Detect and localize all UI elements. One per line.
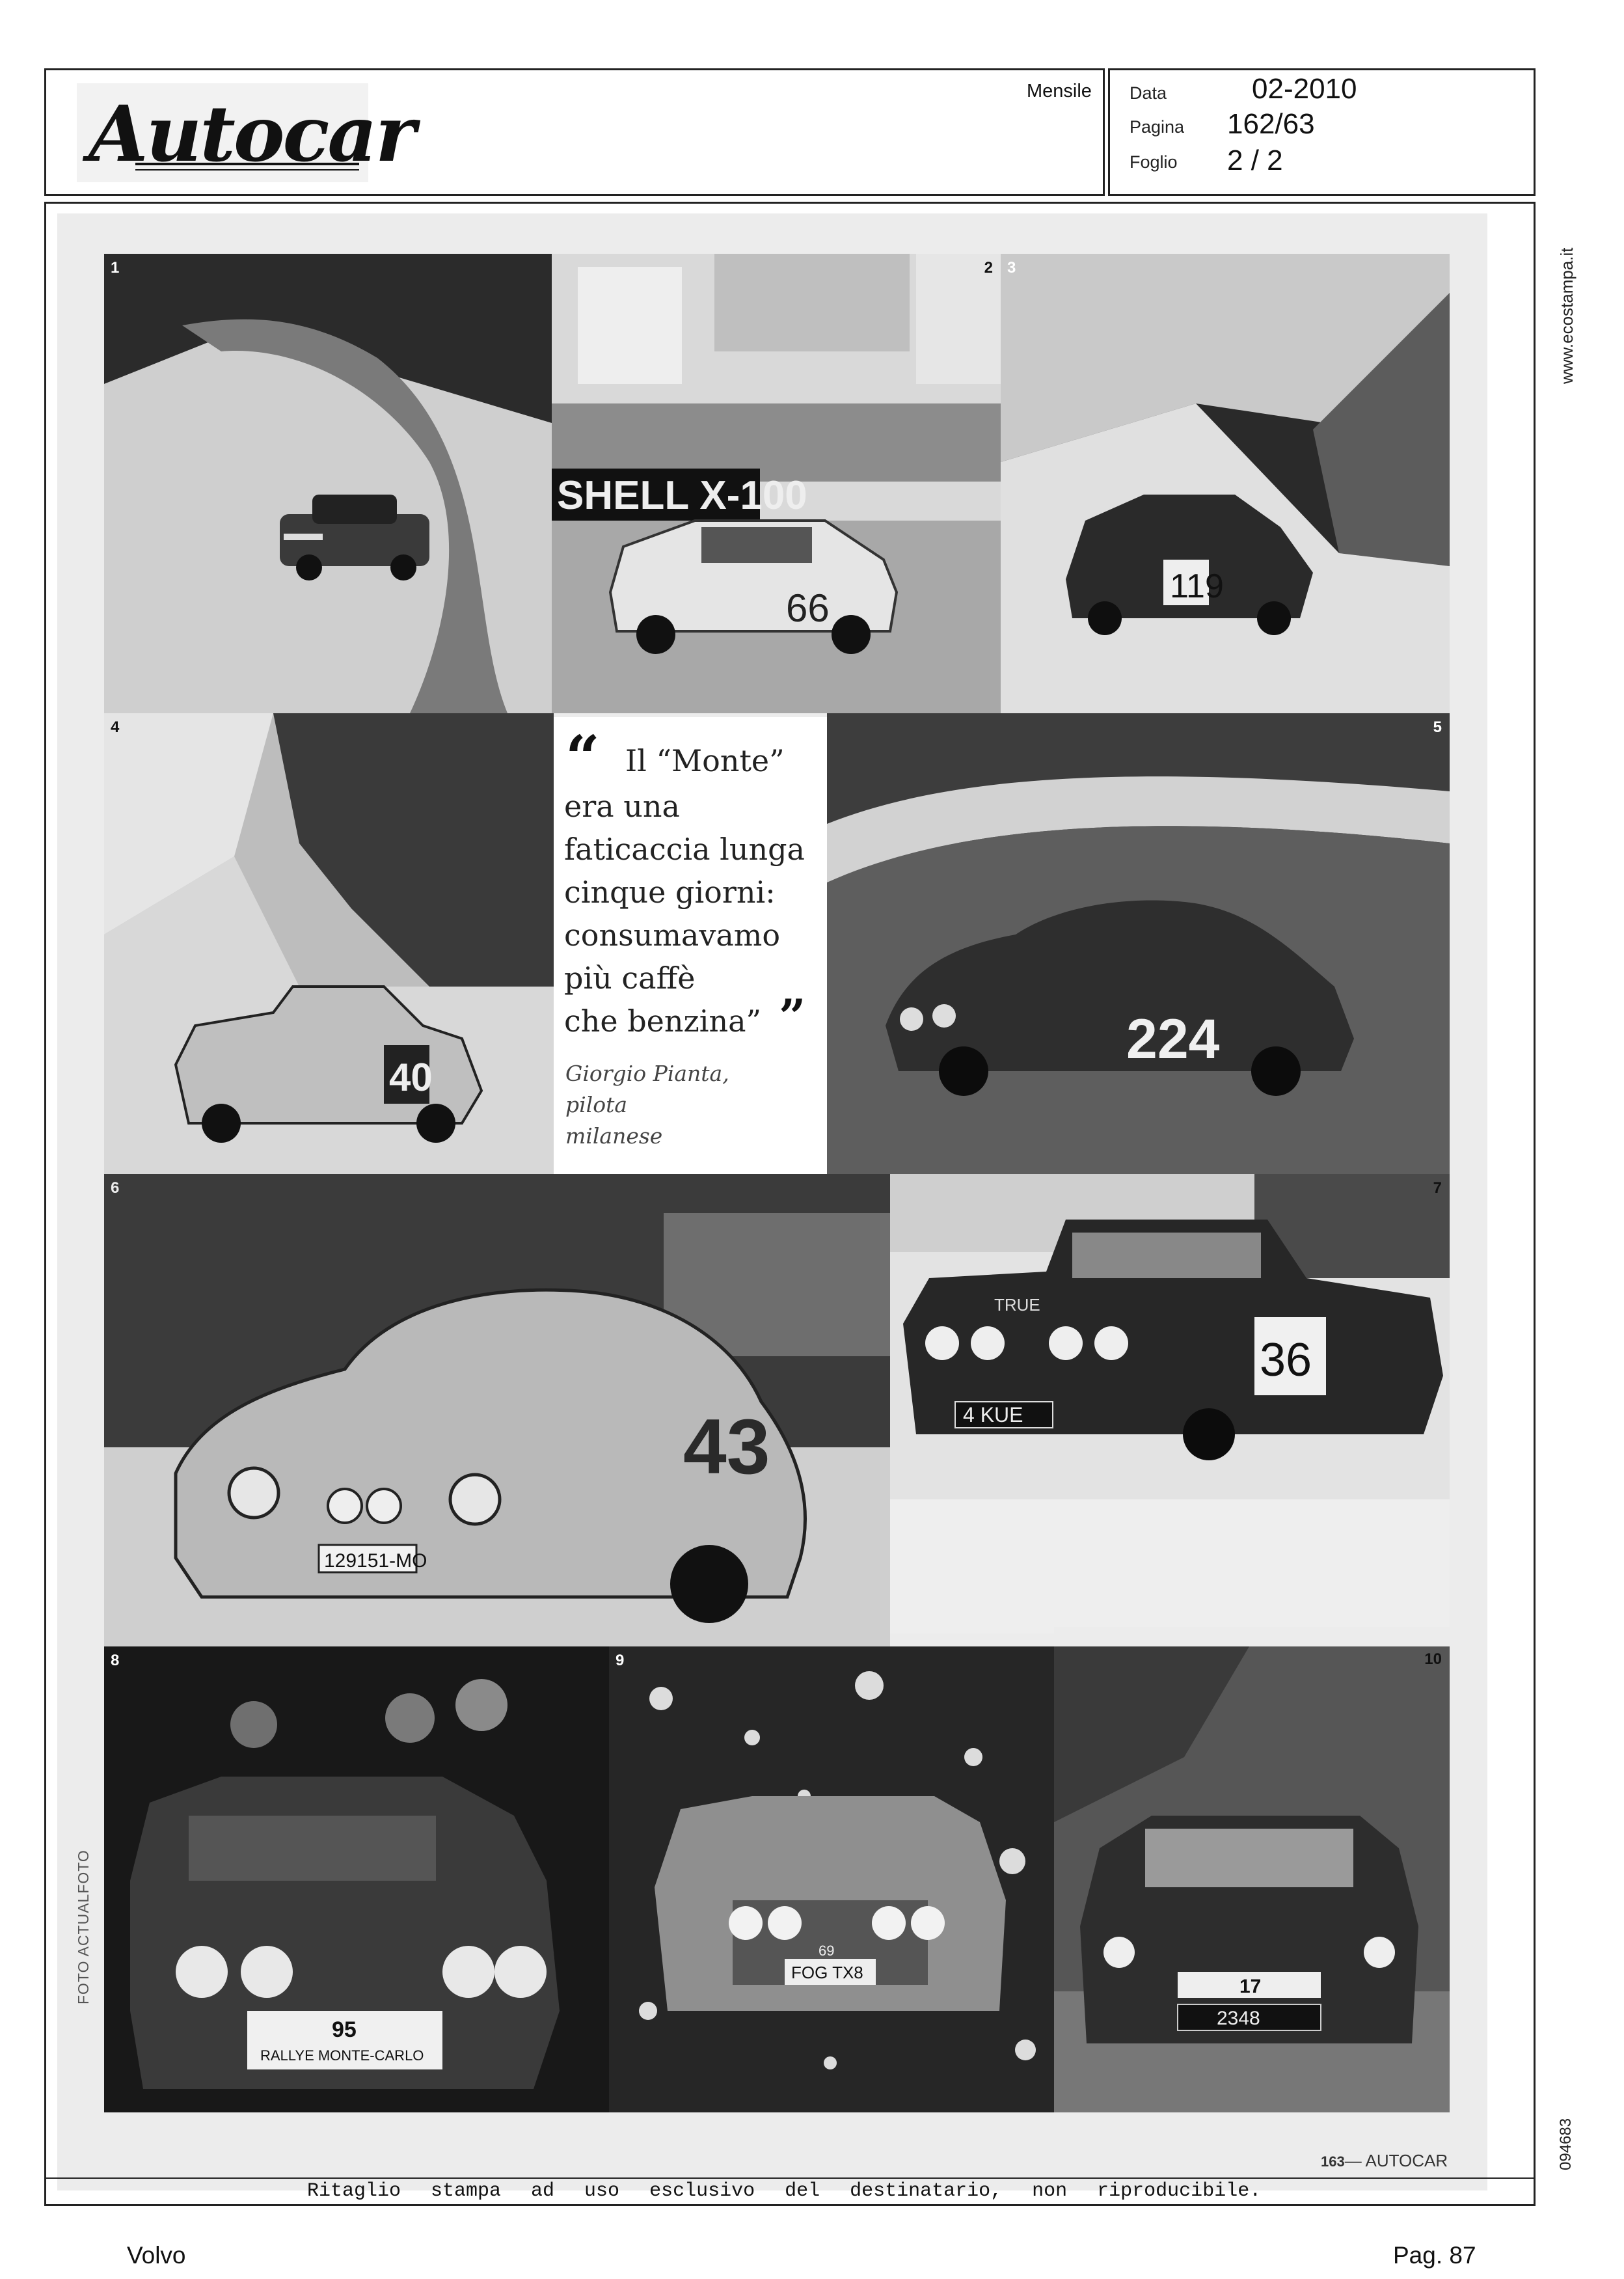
quote-line-5: consumavamo [564,918,781,953]
pull-quote [554,717,827,1174]
date-label: Data [1130,83,1167,103]
photo-8 [104,1646,609,2112]
photo-credit: FOTO ACTUALFOTO [75,1849,92,2004]
date-value: 02-2010 [1252,73,1357,105]
photo-8-number: 8 [111,1652,120,1669]
photo-3-image [1001,254,1450,713]
photo-8-image [104,1646,609,2112]
magazine-name: AUTOCAR [1365,2151,1448,2170]
logo-wordmark: Autocar [88,89,414,179]
photo-2-image [552,254,1001,713]
quote-open-mark: “ [565,722,600,793]
photo-7-number: 7 [1433,1179,1442,1197]
photo-6-number: 6 [111,1179,120,1197]
photo-6-image [104,1174,890,1646]
quote-line-1: Il “Monte” [625,743,785,778]
photo-5-number: 5 [1433,718,1442,736]
footer-rule [44,2177,1536,2179]
quote-author-1: Giorgio Pianta, [565,1061,729,1086]
page-indicator: Pag. 87 [1393,2242,1476,2269]
frequency-label: Mensile [1027,81,1092,102]
quote-line-7: che benzina” [564,1003,762,1039]
photo-1-image [104,254,552,713]
clipping-notice: Ritaglio stampa ad uso esclusivo del destinatario, non riproducibile. [307,2180,1262,2202]
logo-underline [135,163,359,171]
svg-text:119: 119 [1170,567,1224,605]
photo-2 [552,254,1001,713]
quote-line-3: faticaccia lunga [564,832,805,867]
sheet-value: 2 / 2 [1227,144,1283,176]
svg-text:36: 36 [1260,1334,1312,1386]
svg-text:66: 66 [786,586,830,630]
photo-9 [609,1646,1054,2112]
site-url: www.ecostampa.it [1557,247,1577,384]
svg-text:FOG TX8: FOG TX8 [791,1963,863,1982]
client-name: Volvo [127,2242,186,2269]
photo-7 [890,1174,1450,1633]
photo-10 [1054,1627,1450,2112]
photo-10-image [1054,1627,1450,2112]
photo-10-number: 10 [1424,1650,1442,1668]
photo-4-image [104,713,554,1174]
svg-text:2348: 2348 [1217,2008,1260,2029]
svg-text:129151-MO: 129151-MO [324,1550,427,1572]
photo-9-number: 9 [616,1652,625,1669]
photo-5-image [827,713,1450,1174]
photo-3 [1001,254,1450,713]
photo-2-number: 2 [984,259,993,277]
svg-text:69: 69 [819,1943,835,1959]
svg-text:SHELL X-100: SHELL X-100 [557,473,807,518]
svg-text:17: 17 [1239,1976,1262,1997]
svg-text:TRUE: TRUE [994,1295,1040,1315]
svg-text:40: 40 [389,1056,433,1099]
svg-text:224: 224 [1126,1008,1220,1071]
quote-author-3: milanese [565,1123,663,1149]
quote-line-4: cinque giorni: [564,875,776,910]
magazine-page-footer: 163— AUTOCAR [1321,2151,1448,2170]
photo-9-image [609,1646,1054,2112]
photo-1 [104,254,552,713]
photo-7-image [890,1174,1450,1633]
svg-text:RALLYE MONTE-CARLO: RALLYE MONTE-CARLO [260,2047,424,2064]
page-label: Pagina [1130,117,1185,137]
photo-5 [827,713,1450,1174]
svg-text:4 KUE: 4 KUE [963,1403,1023,1426]
quote-author-2: pilota [565,1092,628,1117]
quote-line-6: più caffè [564,961,696,996]
magazine-page-number: 163 [1321,2153,1345,2170]
photo-4-number: 4 [111,718,120,736]
photo-1-number: 1 [111,259,120,277]
autocar-logo [77,83,414,182]
photo-3-number: 3 [1007,259,1016,277]
svg-text:95: 95 [332,2017,357,2042]
page-value: 162/63 [1227,108,1315,140]
clipping-code: 094683 [1557,2118,1575,2170]
photo-6 [104,1174,890,1646]
sheet-label: Foglio [1130,152,1178,172]
photo-4 [104,713,554,1174]
quote-line-2: era una [564,789,680,824]
svg-text:43: 43 [683,1403,770,1490]
quote-close-mark: ” [779,989,806,1044]
